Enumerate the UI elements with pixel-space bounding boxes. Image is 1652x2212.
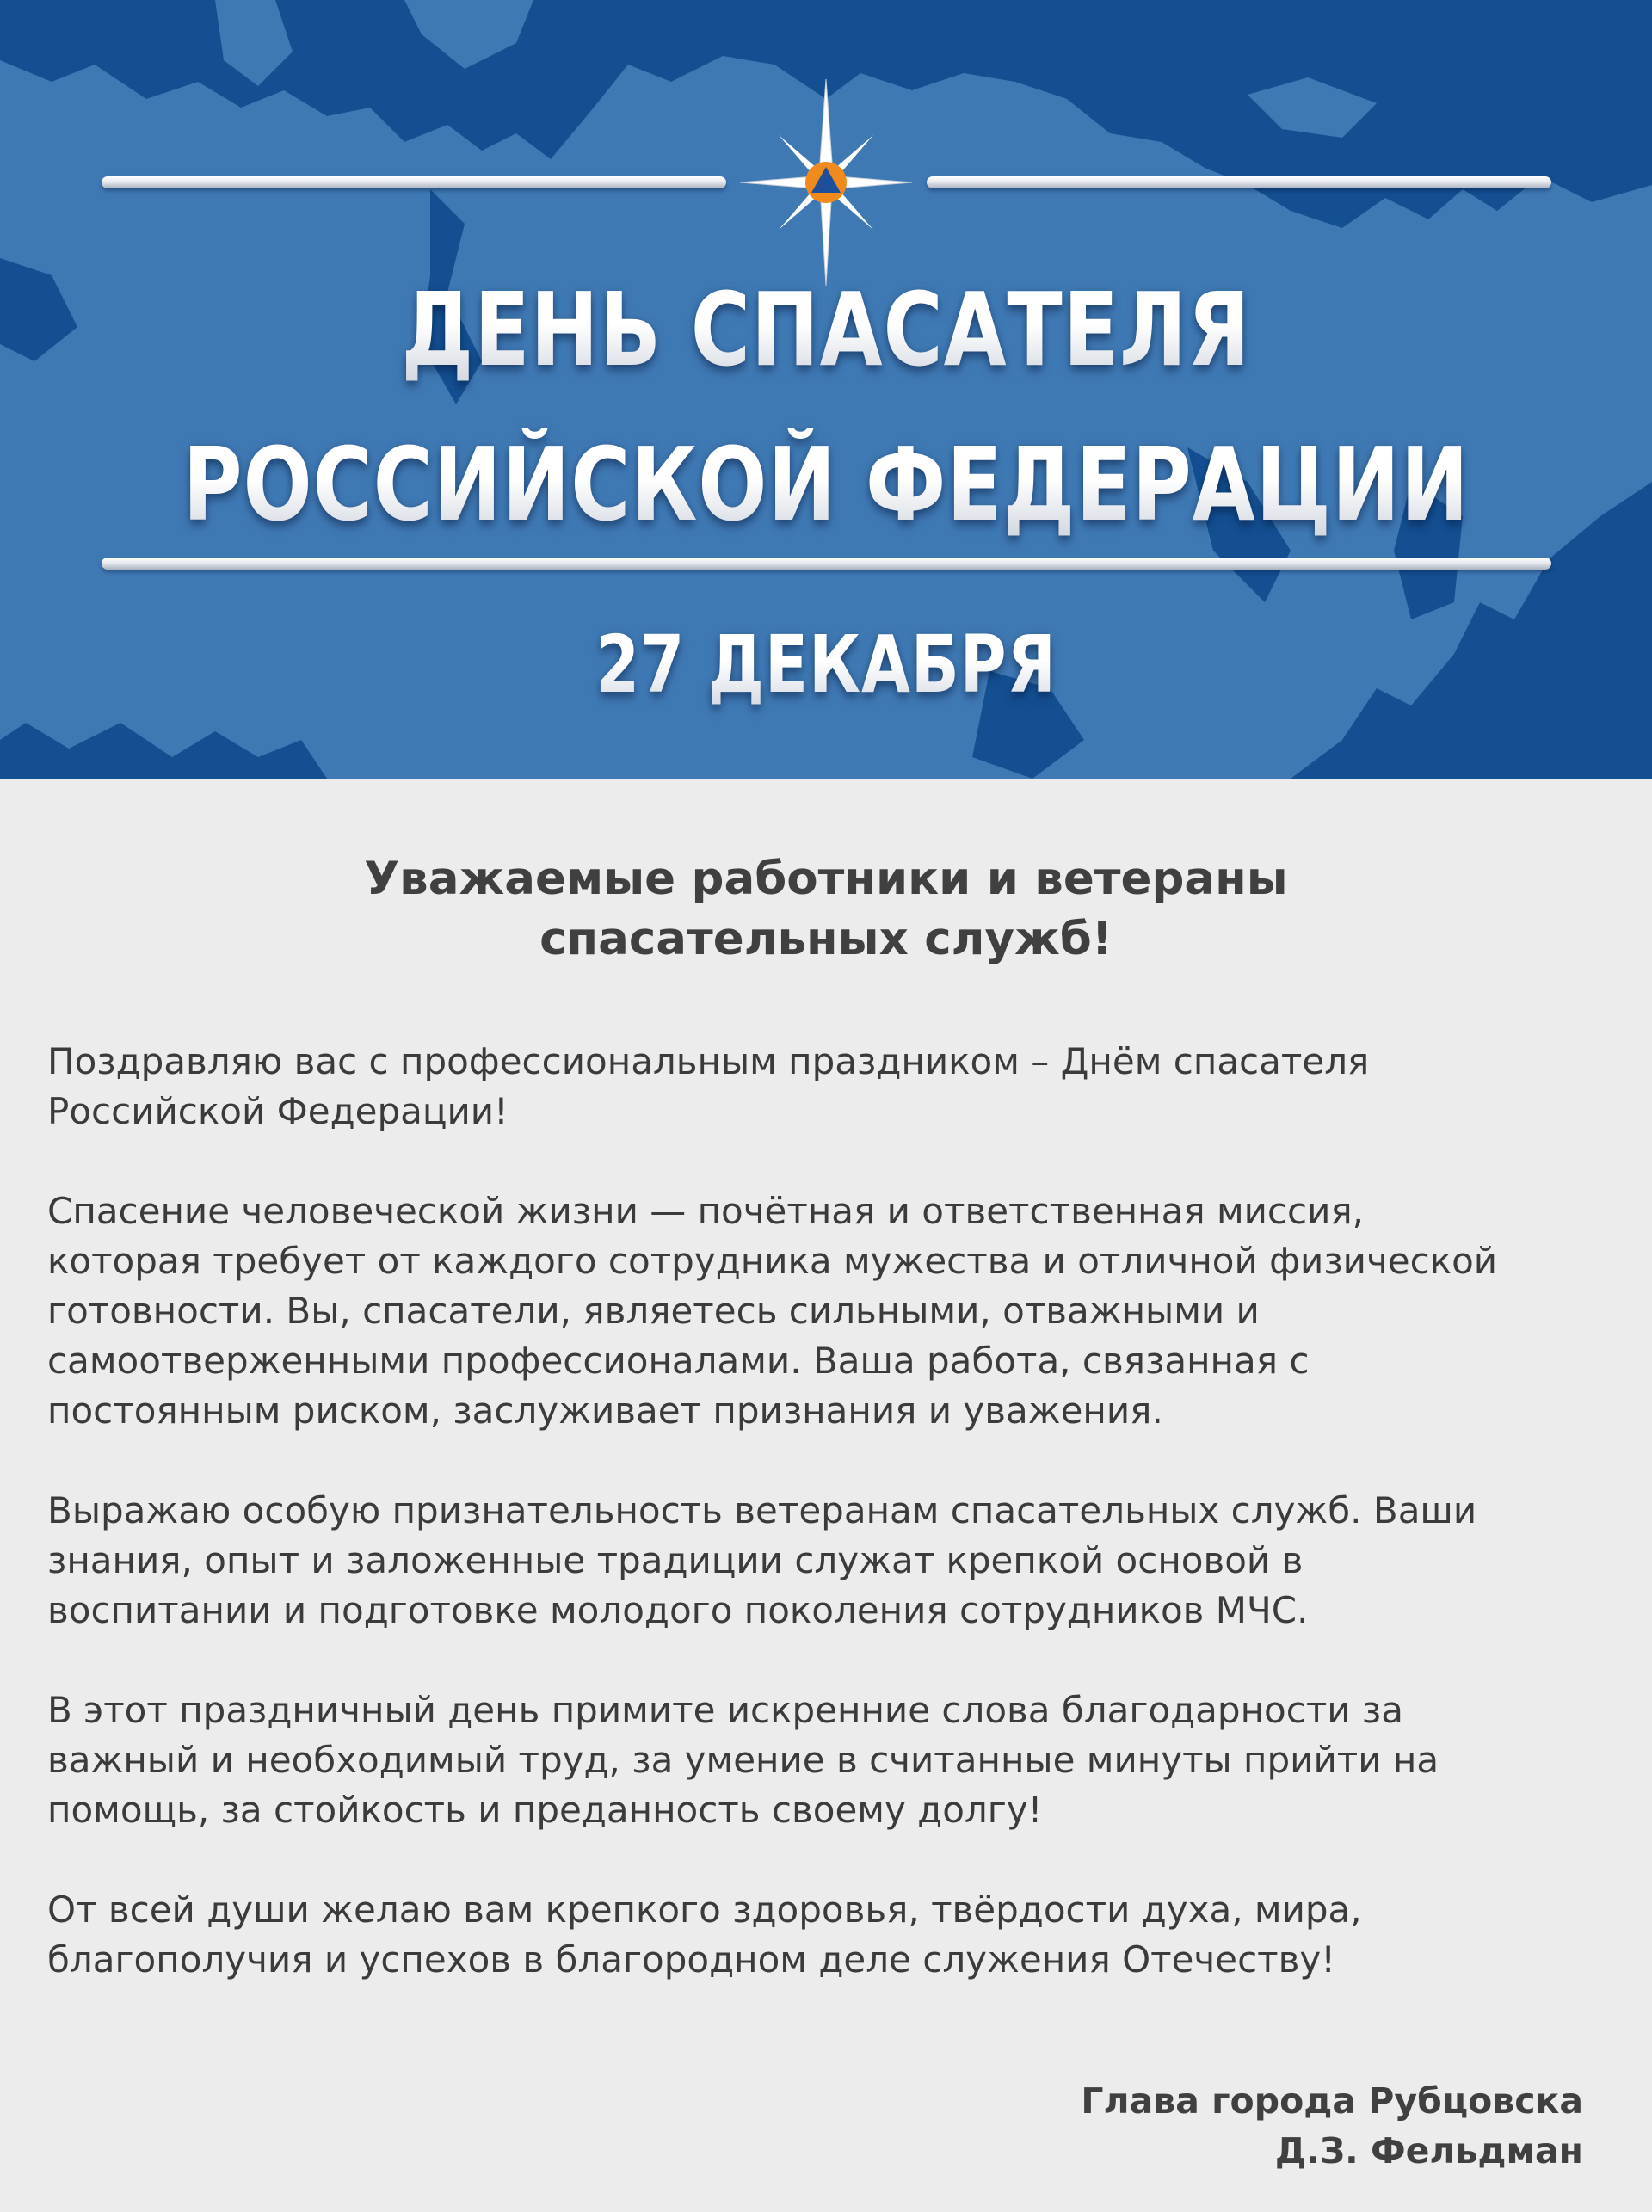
letter-paragraphs xyxy=(47,1037,1605,2035)
signature-title: Глава города Рубцовска xyxy=(1081,2080,1583,2122)
paragraph-line: Поздравляю вас с профессиональным праздником – Днём спасателя xyxy=(47,1040,1370,1082)
banner-date: 27 ДЕКАБРЯ xyxy=(165,618,1487,712)
paragraph-line: которая требует от каждого сотрудника мужества и отличной физической xyxy=(47,1240,1498,1282)
decorative-rule-left xyxy=(102,176,726,188)
signature-block xyxy=(1081,2076,1583,2176)
paragraph-line: помощь, за стойкость и преданность своему долгу! xyxy=(47,1789,1043,1831)
signature-name: Д.З. Фельдман xyxy=(1274,2130,1583,2172)
paragraph-line: От всей души желаю вам крепкого здоровья, твёрдости духа, мира, xyxy=(47,1889,1362,1931)
banner-title-line-1: ДЕНЬ СПАСАТЕЛЯ xyxy=(165,274,1487,385)
letter-heading-line-2: спасательных служб! xyxy=(539,913,1113,965)
paragraph-wishes xyxy=(47,1885,1605,1985)
decorative-rule-bottom xyxy=(102,558,1551,570)
mchs-compass-star-icon xyxy=(740,79,912,286)
letter-heading-line-1: Уважаемые работники и ветераны xyxy=(364,853,1288,905)
paragraph-greeting xyxy=(47,1037,1605,1137)
paragraph-line: важный и необходимый труд, за умение в считанные минуты прийти на xyxy=(47,1739,1439,1781)
paragraph-line: постоянным риском, заслуживает признания и уважения. xyxy=(47,1389,1163,1432)
paragraph-line: В этот праздничный день примите искренние слова благодарности за xyxy=(47,1689,1404,1731)
paragraph-line: Выражаю особую признательность ветеранам спасательных служб. Ваши xyxy=(47,1489,1477,1531)
paragraph-line: Спасение человеческой жизни — почётная и ответственная миссия, xyxy=(47,1190,1365,1232)
paragraph-gratitude xyxy=(47,1685,1605,1835)
paragraph-line: самоотверженными профессионалами. Ваша работа, связанная с xyxy=(47,1340,1310,1382)
banner-title-line-2: РОССИЙСКОЙ ФЕДЕРАЦИИ xyxy=(165,428,1487,540)
paragraph-veterans xyxy=(47,1486,1605,1636)
paragraph-line: готовности. Вы, спасатели, являетесь сильными, отважными и xyxy=(47,1290,1260,1332)
header-banner xyxy=(0,0,1652,779)
letter-body xyxy=(0,779,1652,2212)
paragraph-mission xyxy=(47,1186,1605,1436)
paragraph-line: знания, опыт и заложенные традиции служат крепкой основой в xyxy=(47,1539,1304,1581)
letter-heading xyxy=(0,849,1652,970)
paragraph-line: Российской Федерации! xyxy=(47,1090,509,1132)
decorative-rule-right xyxy=(927,176,1551,188)
paragraph-line: благополучия и успехов в благородном деле служения Отечеству! xyxy=(47,1938,1336,1981)
paragraph-line: воспитании и подготовке молодого поколения сотрудников МЧС. xyxy=(47,1589,1309,1631)
